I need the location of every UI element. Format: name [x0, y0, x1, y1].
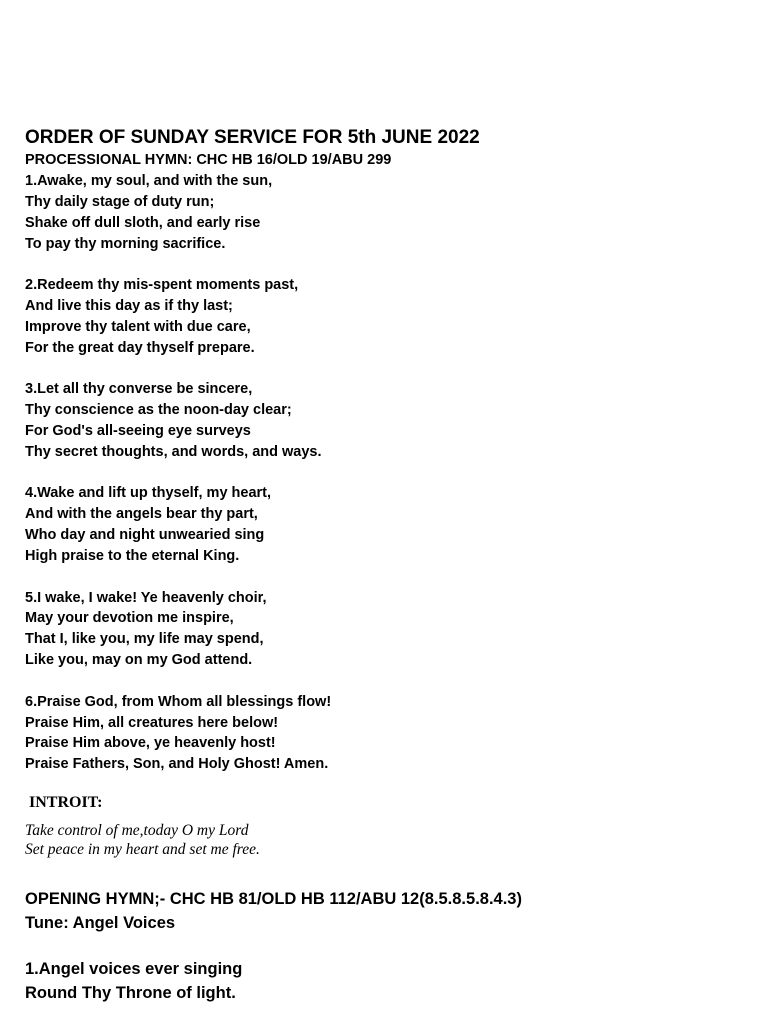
verse-line: To pay thy morning sacrifice.	[25, 235, 226, 252]
verse-line: And live this day as if thy last;	[25, 298, 233, 315]
opening-hymn-heading: OPENING HYMN;- CHC HB 81/OLD HB 112/ABU 12(8.5.8.5.8.4.3)	[25, 890, 522, 909]
verse-line: Improve thy talent with due care,	[25, 318, 251, 335]
processional-hymn	[25, 171, 745, 775]
introit-line: Take control of me,today O my Lord	[25, 822, 249, 840]
verse-line: And with the angels bear thy part,	[25, 506, 258, 523]
verse-line: 5.I wake, I wake! Ye heavenly choir,	[25, 589, 267, 606]
verse-line: Round Thy Throne of light.	[25, 983, 236, 1002]
verse-line: Shake off dull sloth, and early rise	[25, 214, 261, 231]
verse-line: Praise Fathers, Son, and Holy Ghost! Amen.	[25, 756, 329, 773]
verse-line: 3.Let all thy converse be sincere,	[25, 381, 253, 398]
verse-line: 4.Wake and lift up thyself, my heart,	[25, 485, 272, 502]
verse-line: Like you, may on my God attend.	[25, 652, 253, 669]
verse-line: That I, like you, my life may spend,	[25, 631, 264, 648]
verse-line: Praise Him above, ye heavenly host!	[25, 735, 276, 752]
introit-line: Set peace in my heart and set me free.	[25, 841, 260, 859]
opening-hymn-tune: Tune: Angel Voices	[25, 913, 176, 932]
hymn-verse-2	[25, 275, 745, 359]
introit-heading: INTROIT:	[29, 794, 103, 812]
service-order-page	[25, 126, 745, 1005]
hymn-verse-5	[25, 588, 745, 672]
document-title: ORDER OF SUNDAY SERVICE FOR 5th JUNE 2022	[25, 127, 480, 148]
verse-line: Thy secret thoughts, and words, and ways.	[25, 443, 322, 460]
verse-line: For God's all-seeing eye surveys	[25, 423, 251, 440]
verse-line: Praise Him, all creatures here below!	[25, 714, 279, 731]
processional-hymn-heading: PROCESSIONAL HYMN: CHC HB 16/OLD 19/ABU 299	[25, 152, 392, 168]
verse-line: 1.Angel voices ever singing	[25, 960, 243, 979]
verse-line: For the great day thyself prepare.	[25, 339, 255, 356]
hymn-verse-6	[25, 692, 745, 776]
hymn-verse-4	[25, 483, 745, 567]
verse-line: Who day and night unwearied sing	[25, 527, 265, 544]
verse-line: 1.Awake, my soul, and with the sun,	[25, 173, 273, 189]
hymn-verse-1	[25, 171, 745, 255]
verse-line: Thy daily stage of duty run;	[25, 193, 215, 210]
verse-line: 6.Praise God, from Whom all blessings flow!	[25, 693, 332, 710]
opening-hymn-verse-1	[25, 958, 745, 1005]
verse-line: High praise to the eternal King.	[25, 548, 240, 565]
verse-line: Thy conscience as the noon-day clear;	[25, 402, 292, 419]
verse-line: 2.Redeem thy mis-spent moments past,	[25, 277, 299, 294]
verse-line: May your devotion me inspire,	[25, 610, 234, 627]
opening-hymn-section	[25, 888, 745, 1005]
hymn-verse-3	[25, 379, 745, 463]
introit-text	[25, 821, 745, 859]
